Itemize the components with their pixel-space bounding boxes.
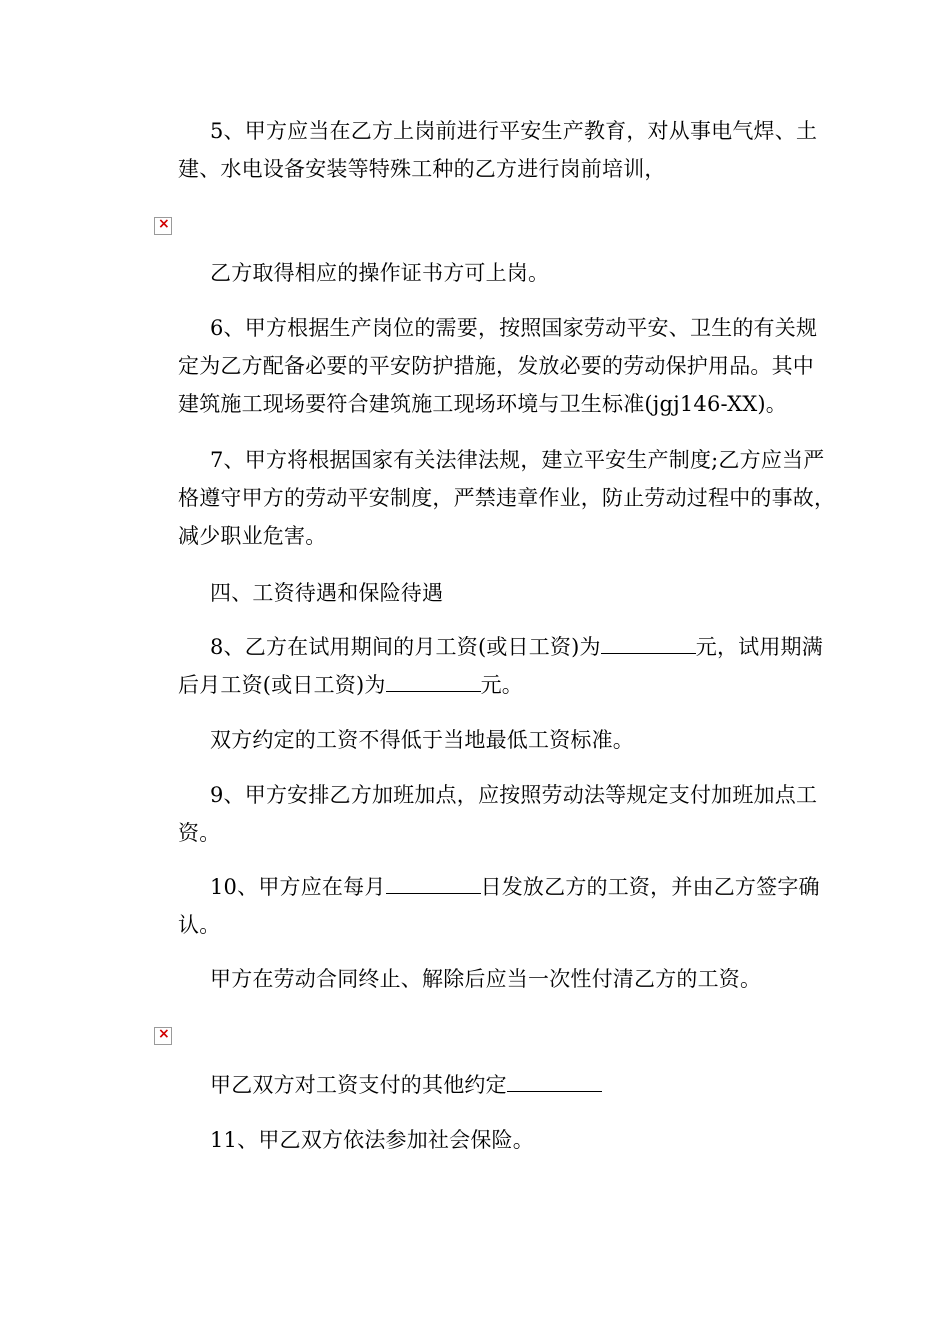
paragraph-8-text-a: 8、乙方在试用期间的月工资(或日工资)为 [210,635,601,659]
paragraph-6-line-2: 定为乙方配备必要的平安防护措施，发放必要的劳动保护用品。其中 [178,354,814,378]
paragraph-5-line-2: 建、水电设备安装等特殊工种的乙方进行岗前培训， [178,157,666,181]
paragraph-7-line-1: 7、甲方将根据国家有关法律法规，建立平安生产制度;乙方应当严 [210,448,825,472]
paragraph-11 [146,1121,816,1159]
other-agreement-line [146,1066,816,1104]
paragraph-text: 双方约定的工资不得低于当地最低工资标准。 [210,728,634,752]
paragraph-8-continued [146,721,816,759]
paragraph-10-continued [146,960,816,998]
paragraph-8-text-b: 元，试用期满 [695,635,823,659]
paragraph-10-line-2: 认。 [178,913,221,937]
paragraph-10 [146,868,820,944]
other-agreement-blank [507,1067,602,1092]
post-trial-wage-blank [386,667,481,692]
paragraph-5 [146,112,816,188]
paragraph-9 [146,776,816,852]
section-heading-4 [146,574,816,612]
paragraph-7 [146,441,836,555]
paragraph-8 [146,628,823,704]
paragraph-text: 11、甲乙双方依法参加社会保险。 [210,1128,534,1152]
paragraph-10-text-b: 日发放乙方的工资，并由乙方签字确 [480,875,820,899]
other-agreement-text: 甲乙双方对工资支付的其他约定 [210,1073,507,1097]
paragraph-other-agreement [146,1066,816,1104]
paragraph-text: 甲方在劳动合同终止、解除后应当一次性付清乙方的工资。 [210,967,762,991]
paragraph-7-line-2: 格遵守甲方的劳动平安制度，严禁违章作业，防止劳动过程中的事故， [178,486,836,510]
broken-image-icon [154,1027,172,1045]
section-heading-text: 四、工资待遇和保险待遇 [210,581,444,605]
paragraph-9-line-1: 9、甲方安排乙方加班加点，应按照劳动法等规定支付加班加点工 [210,783,818,807]
paragraph-6-line-1: 6、甲方根据生产岗位的需要，按照国家劳动平安、卫生的有关规 [210,316,818,340]
paragraph-9-line-2: 资。 [178,821,221,845]
paragraph-6 [146,309,816,423]
paragraph-7-line-3: 减少职业危害。 [178,524,327,548]
paragraph-5-line-1: 5、甲方应当在乙方上岗前进行平安生产教育，对从事电气焊、土 [210,119,818,143]
paragraph-8-text-d: 元。 [480,673,523,697]
paragraph-8-text-c: 后月工资(或日工资)为 [178,673,386,697]
paragraph-10-text-a: 10、甲方应在每月 [210,875,386,899]
paragraph-8-line-2 [146,666,816,704]
paragraph-5-continued [146,254,816,292]
pay-day-blank [386,869,481,894]
paragraph-10-line-1 [146,868,820,906]
paragraph-8-line-1 [146,628,823,666]
paragraph-text: 乙方取得相应的操作证书方可上岗。 [210,261,550,285]
broken-image-icon [154,217,172,235]
trial-wage-blank [601,629,696,654]
paragraph-6-line-3: 建筑施工现场要符合建筑施工现场环境与卫生标准(jgj146-XX)。 [178,392,787,416]
